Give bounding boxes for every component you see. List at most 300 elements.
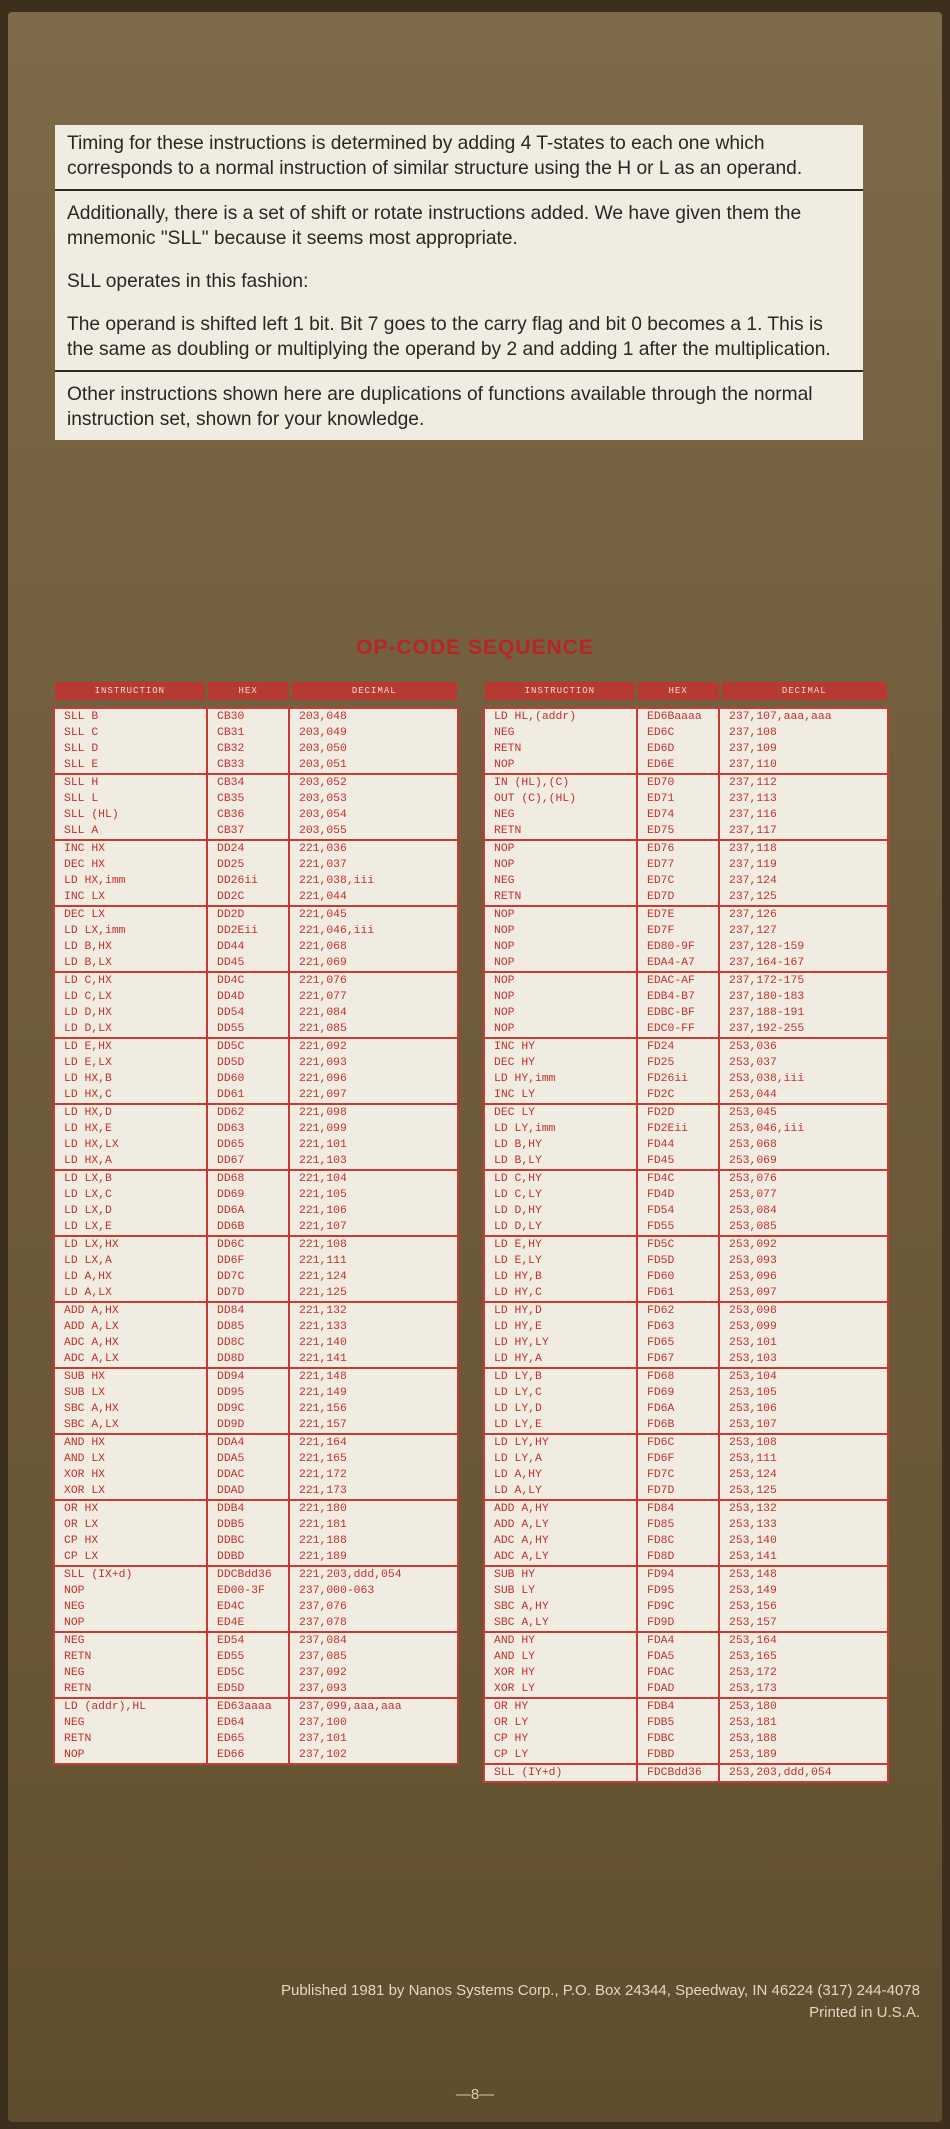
hex-cell: FD2C [637,1087,719,1104]
instruction-cell: LD E,LX [64,1057,112,1069]
decimal-cell: 253,133 [719,1517,887,1533]
table-row [485,972,887,989]
hex-cell: ED55 [207,1649,289,1665]
decimal-cell: 237,099,aaa,aaa [289,1698,457,1715]
hex-cell: FD24 [637,1038,719,1055]
decimal-cell: 237,192-255 [719,1021,887,1038]
table-row [55,1665,457,1681]
decimal-cell: 253,096 [719,1269,887,1285]
instruction-cell: RETN [494,825,522,837]
table-row [55,906,457,923]
hex-cell: FD65 [637,1335,719,1351]
table-row [485,1451,887,1467]
decimal-cell: 221,148 [289,1368,457,1385]
instruction-cell: LD B,HX [64,941,112,953]
hex-cell: DD7C [207,1269,289,1285]
instruction-cell: NEG [64,1667,85,1679]
decimal-cell: 237,188-191 [719,1005,887,1021]
decimal-cell: 203,054 [289,807,457,823]
table-row [55,1319,457,1335]
table-row [485,1121,887,1137]
hex-cell: FD62 [637,1302,719,1319]
table-row [55,1731,457,1747]
decimal-cell: 237,092 [289,1665,457,1681]
instruction-cell: CP LX [64,1551,99,1563]
hex-cell: DDB4 [207,1500,289,1517]
instruction-cell: XOR HX [64,1469,106,1481]
instruction-cell: SBC A,LX [64,1419,119,1431]
decimal-cell: 221,104 [289,1170,457,1187]
table-row [55,955,457,972]
instruction-cell: LD HX,C [64,1089,112,1101]
hex-cell: FD7C [637,1467,719,1483]
hex-cell: FD45 [637,1153,719,1170]
hex-cell: FD8D [637,1549,719,1566]
hex-cell: DD5D [207,1055,289,1071]
hex-cell: DD4D [207,989,289,1005]
hex-cell: CB34 [207,774,289,791]
decimal-cell: 237,172-175 [719,972,887,989]
instruction-cell: LD LY,D [494,1403,542,1415]
decimal-cell: 253,173 [719,1681,887,1698]
decimal-cell: 221,108 [289,1236,457,1253]
instruction-cell: NOP [494,759,515,771]
hex-cell: ED5C [207,1665,289,1681]
hex-cell: FD2D [637,1104,719,1121]
hex-cell: FDBC [637,1731,719,1747]
decimal-cell: 253,157 [719,1615,887,1632]
header-instruction: INSTRUCTION [485,682,635,700]
instruction-cell: SUB LX [64,1387,106,1399]
instruction-cell: LD HX,E [64,1123,112,1135]
decimal-cell: 253,045 [719,1104,887,1121]
instruction-cell: NOP [494,1007,515,1019]
table-row [485,906,887,923]
decimal-cell: 253,099 [719,1319,887,1335]
hex-cell: EDAC-AF [637,972,719,989]
timing-note [55,125,863,189]
instruction-cell: XOR LX [64,1485,106,1497]
hex-cell: ED7C [637,873,719,889]
left-table-body [55,709,457,1763]
instruction-cell: SLL (HL) [64,809,119,821]
decimal-cell: 221,099 [289,1121,457,1137]
hex-cell: FD7D [637,1483,719,1500]
instruction-cell: INC HY [485,1038,637,1055]
table-row [485,1500,887,1517]
table-row [55,1021,457,1038]
instruction-cell: SLL H [55,774,207,791]
instruction-cell: SUB HX [55,1368,207,1385]
hex-cell: FD6B [637,1417,719,1434]
decimal-cell: 221,106 [289,1203,457,1219]
decimal-cell: 237,076 [289,1599,457,1615]
instruction-cell: LD HX,imm [64,875,126,887]
decimal-cell: 253,085 [719,1219,887,1236]
hex-cell: DD26ii [207,873,289,889]
hex-cell: DD5C [207,1038,289,1055]
instruction-cell: OR HY [485,1698,637,1715]
hex-cell: DD8D [207,1351,289,1368]
hex-cell: ED66 [207,1747,289,1763]
page-number: —8— [455,2086,495,2103]
hex-cell: FD8C [637,1533,719,1549]
decimal-cell: 221,172 [289,1467,457,1483]
hex-cell: FD68 [637,1368,719,1385]
table-row [55,1517,457,1533]
hex-cell: DDBD [207,1549,289,1566]
hex-cell: FD2Eii [637,1121,719,1137]
instruction-cell: XOR HY [494,1667,536,1679]
decimal-cell: 253,068 [719,1137,887,1153]
decimal-cell: 253,084 [719,1203,887,1219]
decimal-cell: 203,052 [289,774,457,791]
instruction-cell: LD A,HX [64,1271,112,1283]
instruction-cell: LD LY,A [494,1453,542,1465]
hex-cell: EDA4-A7 [637,955,719,972]
table-row [485,1698,887,1715]
decimal-cell: 221,180 [289,1500,457,1517]
table-row [55,1038,457,1055]
decimal-cell: 253,098 [719,1302,887,1319]
decimal-cell: 253,189 [719,1747,887,1764]
hex-cell: FD9D [637,1615,719,1632]
instruction-cell: LD D,HX [64,1007,112,1019]
decimal-cell: 221,092 [289,1038,457,1055]
hex-cell: ED54 [207,1632,289,1649]
hex-cell: DDB5 [207,1517,289,1533]
hex-cell: ED6E [637,757,719,774]
instruction-cell: ADD A,HX [55,1302,207,1319]
instruction-cell: LD A,LY [494,1485,542,1497]
table-row [55,1401,457,1417]
instruction-cell: LD A,LX [64,1287,112,1299]
table-row [485,791,887,807]
table-row [55,1385,457,1401]
instruction-cell: AND LX [64,1453,106,1465]
other-note [55,370,863,440]
instruction-cell: LD HY,D [485,1302,637,1319]
hex-cell: FDAD [637,1681,719,1698]
decimal-cell: 203,050 [289,741,457,757]
hex-cell: FD4C [637,1170,719,1187]
table-row [485,1219,887,1236]
table-row [485,1434,887,1451]
table-row [485,1038,887,1055]
table-row [485,1517,887,1533]
sll-description-text: The operand is shifted left 1 bit. Bit 7 goes to the carry flag and bit 0 becomes a 1. This is the same as doubling or multiplying the operand by 2 and adding 1 after the multiplication. [67,314,831,360]
additional-text: Additionally, there is a set of shift or rotate instructions added. We have given them the mnemonic "SLL" because it seems most appropriate. [67,203,802,249]
instruction-cell: DEC HY [494,1057,536,1069]
instruction-cell: LD C,LY [494,1189,542,1201]
instruction-cell: NOP [494,1023,515,1035]
table-row [485,955,887,972]
table-row [485,1137,887,1153]
hex-cell: DD62 [207,1104,289,1121]
decimal-cell: 253,105 [719,1385,887,1401]
hex-cell: CB30 [207,709,289,725]
instruction-cell: CP HX [64,1535,99,1547]
instruction-cell: RETN [64,1651,92,1663]
instruction-cell: ADC A,LX [64,1353,119,1365]
decimal-cell: 237,113 [719,791,887,807]
table-row [55,1187,457,1203]
instruction-cell: LD E,HX [55,1038,207,1055]
table-row [485,709,887,725]
table-row [485,873,887,889]
decimal-cell: 253,149 [719,1583,887,1599]
table-row [55,1104,457,1121]
table-row [55,1351,457,1368]
table-row [55,1549,457,1566]
instruction-cell: LD D,LX [64,1023,112,1035]
decimal-cell: 253,104 [719,1368,887,1385]
hex-cell: ED63aaaa [207,1698,289,1715]
hex-cell: DD25 [207,857,289,873]
hex-cell: CB31 [207,725,289,741]
decimal-cell: 237,124 [719,873,887,889]
instruction-cell: ADD A,HY [485,1500,637,1517]
instruction-cell: AND LY [494,1651,536,1663]
table-row [55,1615,457,1632]
decimal-cell: 253,076 [719,1170,887,1187]
hex-cell: CB32 [207,741,289,757]
hex-cell: DD8C [207,1335,289,1351]
decimal-cell: 237,125 [719,889,887,906]
table-row [485,774,887,791]
instruction-cell: SLL A [64,825,99,837]
hex-cell: DD69 [207,1187,289,1203]
hex-cell: ED70 [637,774,719,791]
instruction-cell: ADC A,HX [64,1337,119,1349]
table-row [485,1087,887,1104]
table-row [485,1104,887,1121]
instruction-cell: OUT (C),(HL) [494,793,577,805]
hex-cell: FD44 [637,1137,719,1153]
hex-cell: FD9C [637,1599,719,1615]
instruction-cell: LD LX,A [64,1255,112,1267]
decimal-cell: 237,109 [719,741,887,757]
hex-cell: DD9C [207,1401,289,1417]
decimal-cell: 253,093 [719,1253,887,1269]
hex-cell: DD2D [207,906,289,923]
hex-cell: ED4C [207,1599,289,1615]
decimal-cell: 253,156 [719,1599,887,1615]
table-row [485,989,887,1005]
table-row [55,791,457,807]
instruction-cell: ADD A,LX [64,1321,119,1333]
instruction-cell: NEG [64,1601,85,1613]
table-row [485,1615,887,1632]
hex-cell: CB37 [207,823,289,840]
table-row [485,857,887,873]
instruction-cell: LD LX,E [64,1221,112,1233]
table-row [55,1500,457,1517]
table-row [55,1005,457,1021]
table-row [55,873,457,889]
hex-cell: ED7E [637,906,719,923]
header-instruction: INSTRUCTION [55,682,205,700]
instruction-cell: LD LX,D [64,1205,112,1217]
instruction-cell: LD HX,LX [64,1139,119,1151]
hex-cell: FD84 [637,1500,719,1517]
decimal-cell: 237,084 [289,1632,457,1649]
hex-cell: ED76 [637,840,719,857]
table-row [55,725,457,741]
notes-panel [55,125,863,440]
instruction-cell: RETN [64,1733,92,1745]
decimal-cell: 237,101 [289,1731,457,1747]
instruction-cell: SUB HY [485,1566,637,1583]
table-row [55,1153,457,1170]
instruction-cell: NEG [494,727,515,739]
decimal-cell: 221,181 [289,1517,457,1533]
decimal-cell: 237,117 [719,823,887,840]
decimal-cell: 253,101 [719,1335,887,1351]
instruction-cell: LD B,LX [64,957,112,969]
instruction-cell: ADD A,LY [494,1519,549,1531]
instruction-cell: AND HX [55,1434,207,1451]
hex-cell: FD54 [637,1203,719,1219]
table-row [55,889,457,906]
decimal-cell: 221,165 [289,1451,457,1467]
hex-cell: DD6C [207,1236,289,1253]
hex-cell: DD6F [207,1253,289,1269]
table-row [485,1483,887,1500]
instruction-cell: LD LY,C [494,1387,542,1399]
right-opcode-table [485,682,887,1781]
decimal-cell: 253,125 [719,1483,887,1500]
table-row [55,1599,457,1615]
decimal-cell: 221,084 [289,1005,457,1021]
table-row [55,1121,457,1137]
hex-cell: DDCBdd36 [207,1566,289,1583]
instruction-cell: LD A,HY [494,1469,542,1481]
table-row [55,1747,457,1763]
hex-cell: FD94 [637,1566,719,1583]
hex-cell: ED80-9F [637,939,719,955]
decimal-cell: 221,188 [289,1533,457,1549]
hex-cell: ED00-3F [207,1583,289,1599]
decimal-cell: 221,036 [289,840,457,857]
hex-cell: FD85 [637,1517,719,1533]
hex-cell: CB33 [207,757,289,774]
decimal-cell: 253,141 [719,1549,887,1566]
hex-cell: FDB4 [637,1698,719,1715]
hex-cell: ED75 [637,823,719,840]
decimal-cell: 237,112 [719,774,887,791]
decimal-cell: 221,157 [289,1417,457,1434]
hex-cell: DD7D [207,1285,289,1302]
instruction-cell: DEC HX [64,859,106,871]
decimal-cell: 253,165 [719,1649,887,1665]
instruction-cell: SLL (IY+d) [485,1764,637,1781]
instruction-cell: LD HY,A [494,1353,542,1365]
table-row [55,757,457,774]
table-row [55,1302,457,1319]
right-table-header [485,682,887,700]
instruction-cell: LD LY,B [485,1368,637,1385]
publisher-footer [30,1980,920,2024]
instruction-cell: LD E,LY [494,1255,542,1267]
decimal-cell: 203,051 [289,757,457,774]
instruction-cell: NOP [64,1617,85,1629]
instruction-cell: LD HX,A [64,1155,112,1167]
decimal-cell: 253,036 [719,1038,887,1055]
hex-cell: CB35 [207,791,289,807]
instruction-cell: INC LY [494,1089,536,1101]
instruction-cell: LD LX,HX [55,1236,207,1253]
hex-cell: ED5D [207,1681,289,1698]
instruction-cell: NOP [494,941,515,953]
decimal-cell: 237,119 [719,857,887,873]
hex-cell: ED64 [207,1715,289,1731]
decimal-cell: 237,127 [719,923,887,939]
decimal-cell: 237,102 [289,1747,457,1763]
table-row [55,1137,457,1153]
instruction-cell: ADC A,LY [494,1551,549,1563]
table-row [485,923,887,939]
hex-cell: EDB4-B7 [637,989,719,1005]
table-row [55,1467,457,1483]
decimal-cell: 221,037 [289,857,457,873]
instruction-cell: NOP [485,906,637,923]
table-row [485,1731,887,1747]
table-row [485,1599,887,1615]
hex-cell: ED7F [637,923,719,939]
table-row [485,1071,887,1087]
table-row [55,1236,457,1253]
hex-cell: DD94 [207,1368,289,1385]
table-row [55,1203,457,1219]
decimal-cell: 253,181 [719,1715,887,1731]
hex-cell: ED6C [637,725,719,741]
instruction-cell: LD C,HX [55,972,207,989]
decimal-cell: 253,148 [719,1566,887,1583]
decimal-cell: 221,133 [289,1319,457,1335]
timing-text: Timing for these instructions is determined by adding 4 T-states to each one which corresponds to a normal instruction of similar structure using the H or L as an operand. [67,133,803,179]
hex-cell: DD95 [207,1385,289,1401]
decimal-cell: 237,118 [719,840,887,857]
instruction-cell: LD (addr),HL [55,1698,207,1715]
hex-cell: DD6B [207,1219,289,1236]
instruction-cell: LD HY,C [494,1287,542,1299]
hex-cell: FD26ii [637,1071,719,1087]
table-row [485,1055,887,1071]
instruction-cell: SLL E [64,759,99,771]
instruction-cell: LD B,HY [494,1139,542,1151]
table-row [485,1170,887,1187]
table-row [55,1681,457,1698]
hex-cell: FDA4 [637,1632,719,1649]
instruction-cell: XOR LY [494,1683,536,1695]
decimal-cell: 221,156 [289,1401,457,1417]
decimal-cell: 221,045 [289,906,457,923]
instruction-cell: LD LY,imm [494,1123,556,1135]
hex-cell: DD9D [207,1417,289,1434]
table-row [55,1583,457,1599]
table-row [55,1417,457,1434]
decimal-cell: 253,046,iii [719,1121,887,1137]
instruction-cell: NOP [485,840,637,857]
hex-cell: DD4C [207,972,289,989]
table-row [485,1681,887,1698]
hex-cell: DDA5 [207,1451,289,1467]
decimal-cell: 237,085 [289,1649,457,1665]
decimal-cell: 253,103 [719,1351,887,1368]
hex-cell: ED4E [207,1615,289,1632]
decimal-cell: 221,164 [289,1434,457,1451]
